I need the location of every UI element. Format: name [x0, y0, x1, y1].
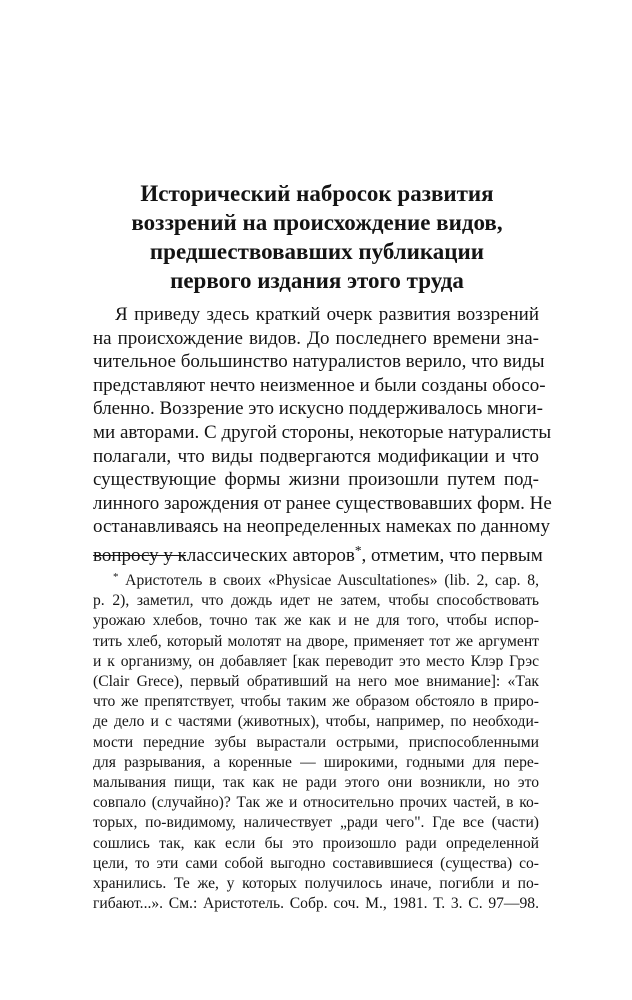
footnote-line: цели, то эти сами собой выгодно составившиеся (существа) со- [93, 854, 539, 872]
footnote-line: малывания пищи, так как не ради этого они возникли, но это [93, 773, 539, 791]
footnote-reference: * [354, 542, 362, 558]
footnote-marker: * [113, 571, 119, 583]
footnote-line: де дело и с частями (животных), чтобы, например, по необходи- [93, 713, 539, 731]
body-line: представляют нечто неизменное и были созданы обосо- [93, 374, 546, 396]
footnote [93, 567, 539, 914]
body-line: останавливаясь на неопределенных намеках по данному [93, 516, 550, 538]
footnote-line: гибают...». См.: Аристотель. Собр. соч. М., 1981. Т. 3. С. 97—98. [93, 895, 539, 913]
footnote-line-text: Аристотель в своих «Physicae Auscultationes» (lib. 2, cap. 8, [118, 571, 539, 589]
body-line: на происхождение видов. До последнего времени зна- [93, 327, 539, 349]
chapter-title-line: первого издания этого труда [170, 268, 464, 293]
footnote-line [93, 567, 539, 591]
footnote-line: p. 2), заметил, что дождь идет не затем, чтобы способствовать [93, 592, 539, 610]
body-line: бленно. Воззрение это искусно поддерживалось многи- [93, 398, 543, 420]
chapter-title-line: воззрений на происхождение видов, [131, 210, 503, 235]
footnote-line: тить хлеб, который молотят на дворе, применяет тот же аргумент [93, 632, 539, 650]
chapter-title-line: Исторический набросок развития [140, 181, 494, 206]
body-line-text: вопросу у классических авторов [93, 544, 355, 566]
footnote-line: и к организму, он добавляет [как переводит это место Клэр Грэс [93, 652, 539, 670]
chapter-title [60, 179, 574, 295]
footnote-line: урожаю хлебов, точно так же как и не для того, чтобы испор- [93, 612, 539, 630]
body-paragraph [93, 303, 552, 568]
body-line: Я приведу здесь краткий очерк развития воззрений [115, 304, 539, 325]
body-line: чительное большинство натуралистов верило, что виды [93, 351, 545, 373]
body-line-text: , отметим, что первым [361, 544, 543, 566]
footnote-line: сошлись так, как если бы это произошло ради определенной [93, 834, 539, 852]
body-line-last [93, 539, 543, 568]
chapter-title-line: предшествовавших публикации [149, 239, 485, 264]
body-line: полагали, что виды подвергаются модификации и что [93, 445, 539, 467]
footnote-line: мости передние зубы вырастали острыми, приспособленными [93, 733, 539, 751]
footnote-line: что же препятствует, чтобы таким же образом обстояло в приро- [93, 693, 539, 711]
body-line: линного зарождения от ранее существовавших форм. Не [93, 492, 552, 514]
footnote-line: совпало (случайно)? Так же и относительно прочих частей, в ко- [93, 794, 539, 812]
body-line: существующие формы жизни произошли путем под- [93, 469, 539, 491]
footnote-line: для разрывания, а коренные — широкими, годными для пере- [93, 753, 539, 771]
footnote-line: (Clair Grece), первый обративший на него мое внимание]: «Так [93, 672, 539, 690]
body-line: ми авторами. С другой стороны, некоторые натуралисты [93, 421, 552, 443]
footnote-line: хранились. Те же, у которых получилось иначе, погибли и по- [93, 874, 539, 892]
footnote-line: торых, по-видимому, наличествует „ради чего". Где все (части) [93, 814, 539, 832]
footnote-divider [93, 555, 186, 556]
